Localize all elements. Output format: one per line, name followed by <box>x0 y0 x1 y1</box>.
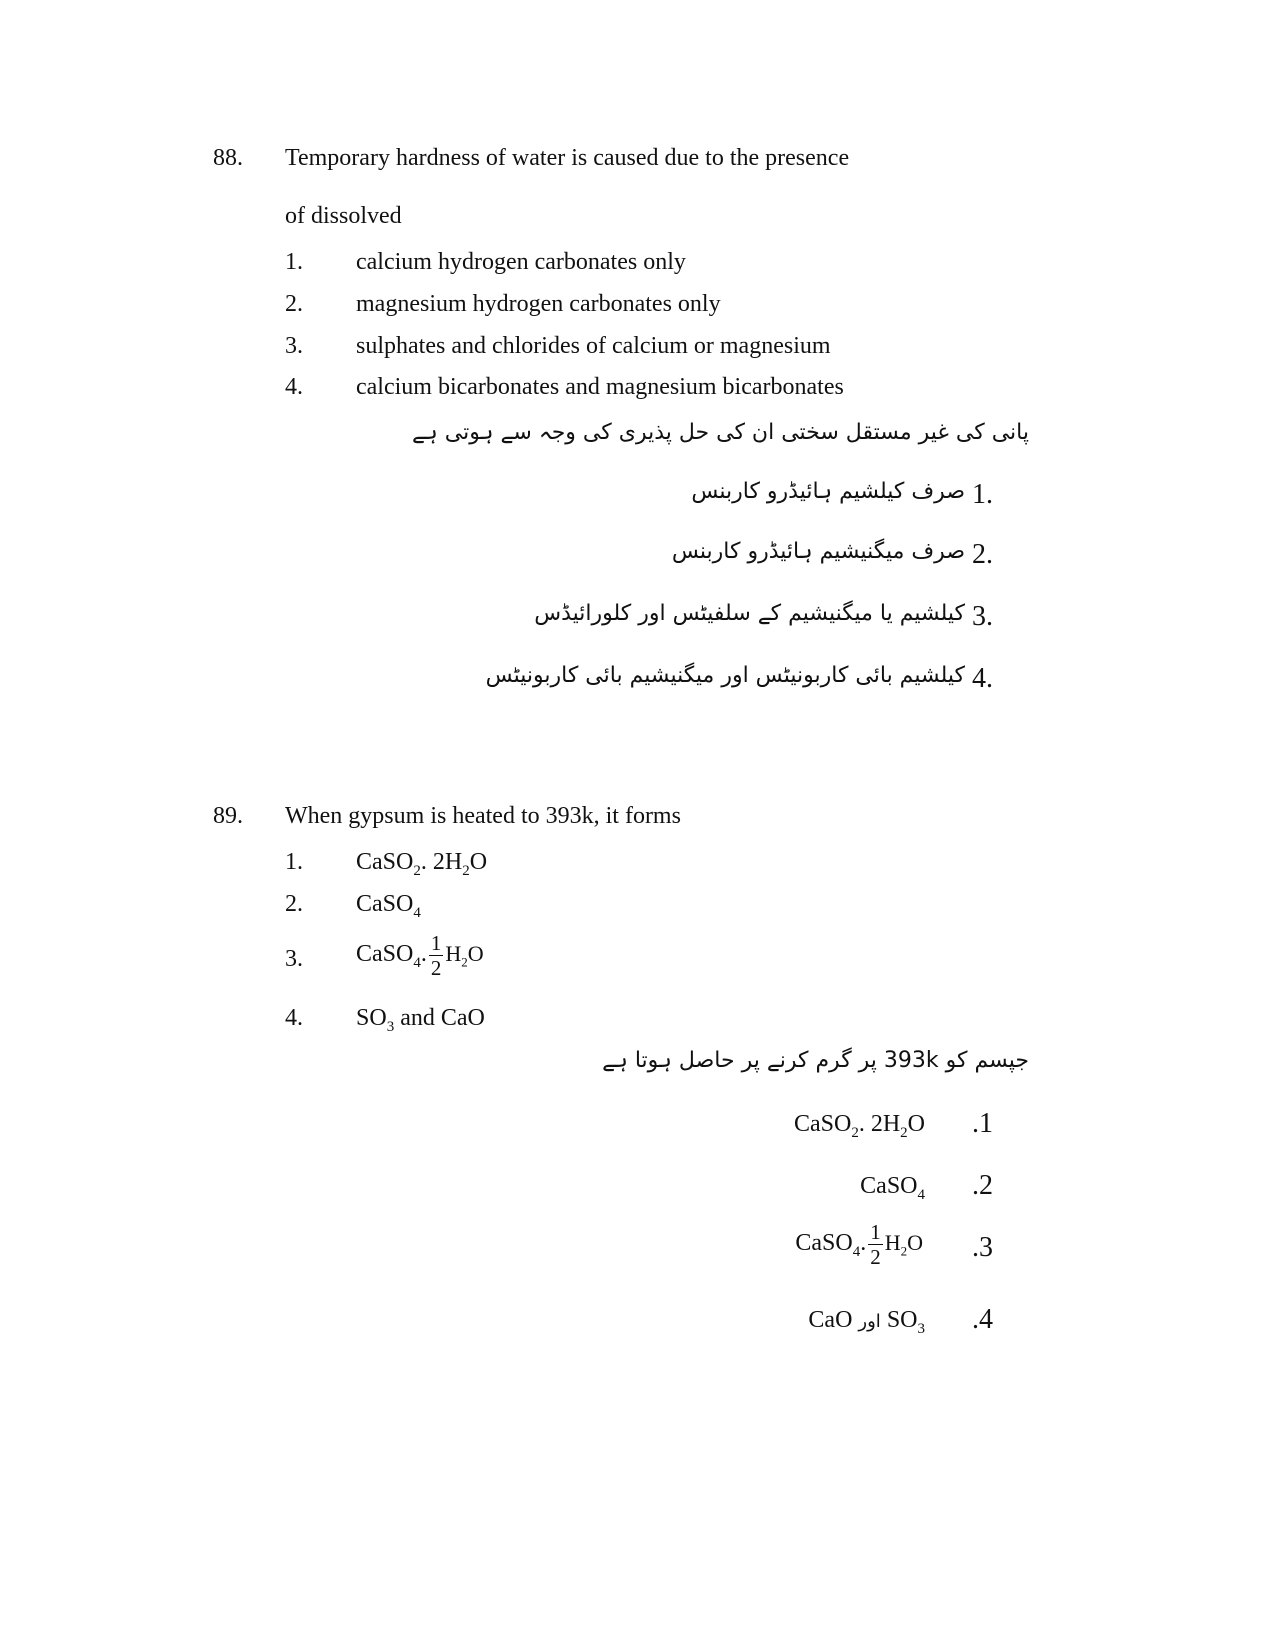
urdu-option-text: صرف کیلشیم ہائیڈرو کاربنس <box>691 479 965 504</box>
fraction: $\frac{1}{2}$ <box>430 931 442 980</box>
question-89-urdu-stem: جپسم کو 393k پر گرم کرنے پر حاصل ہوتا ہے <box>602 1048 1029 1073</box>
urdu-option-number: .1 <box>972 1108 993 1139</box>
option-number: 4. <box>285 374 303 400</box>
urdu-option-number: 2. <box>972 539 993 570</box>
urdu-option-formula: CaSO$_2$. $2H_2O$ <box>793 1111 925 1141</box>
option-number: 2. <box>285 891 303 917</box>
option-number: 2. <box>285 291 303 317</box>
option-text: calcium hydrogen carbonates only <box>356 249 686 275</box>
question-88-stem-line1: Temporary hardness of water is caused due to the presence <box>285 145 850 171</box>
question-89-stem: When gypsum is heated to 393k, it forms <box>285 803 681 829</box>
urdu-option-number: 3. <box>972 601 993 632</box>
urdu-option-text: کیلشیم بائی کاربونیٹس اور میگنیشیم بائی کاربونیٹس <box>485 663 965 688</box>
urdu-option-number: 1. <box>972 479 993 510</box>
question-88-urdu-stem: پانی کی غیر مستقل سختی ان کی حل پذیری کی وجہ سے ہوتی ہے <box>412 420 1029 445</box>
question-89-number: 89. <box>213 803 243 829</box>
question-88-stem-line2: of dissolved <box>285 203 402 229</box>
option-number: 1. <box>285 249 303 275</box>
urdu-option-number: .2 <box>972 1170 993 1201</box>
option-formula: CaSO$_2$. $2H_2O$ <box>356 849 488 879</box>
fraction: $\frac{1}{2}$ <box>870 1220 881 1269</box>
option-number: 4. <box>285 1005 303 1031</box>
option-number: 3. <box>285 333 303 359</box>
urdu-option-text: کیلشیم یا میگنیشیم کے سلفیٹس اور کلورائیڈس <box>534 601 965 626</box>
option-number: 1. <box>285 849 303 875</box>
urdu-option-number: .3 <box>972 1232 993 1263</box>
urdu-option-formula: CaSO$_4$ <box>860 1173 925 1203</box>
option-formula: CaSO$_4$ <box>356 891 421 921</box>
option-number: 3. <box>285 946 303 972</box>
urdu-option-number: 4. <box>972 663 993 694</box>
urdu-option-formula: CaSO$_4$. $\frac{1}{2}$ $H_2O$ <box>795 1220 923 1269</box>
option-text: calcium bicarbonates and magnesium bicarbonates <box>356 374 844 400</box>
urdu-option-text: صرف میگنیشیم ہائیڈرو کاربنس <box>671 539 965 564</box>
urdu-option-formula: CaO اور $SO_3$ <box>808 1307 925 1337</box>
option-text: magnesium hydrogen carbonates only <box>356 291 721 317</box>
option-text: sulphates and chlorides of calcium or magnesium <box>356 333 831 359</box>
question-88-number: 88. <box>213 145 243 171</box>
option-formula: $SO_3$ and CaO <box>356 1005 485 1035</box>
urdu-option-number: .4 <box>972 1304 993 1335</box>
option-formula: CaSO$_4$. $\frac{1}{2}$ $H_2O$ <box>356 931 484 980</box>
